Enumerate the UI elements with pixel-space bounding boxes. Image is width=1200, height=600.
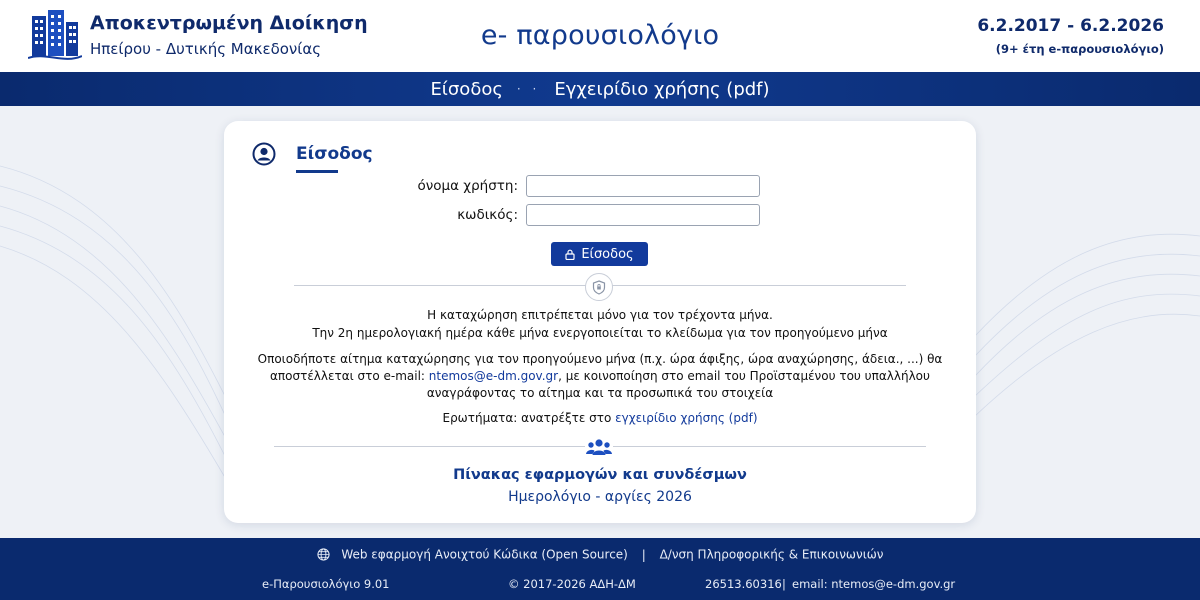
footer-separator: | (641, 547, 646, 562)
it-department-link[interactable]: Δ/νση Πληροφορικής & Επικοινωνιών (659, 547, 884, 562)
request-note-line2 (244, 367, 956, 385)
holidays-calendar-link[interactable]: Ημερολόγιο - αργίες 2026 (508, 489, 692, 505)
login-button-label: Είσοδος (581, 246, 634, 262)
org-subtitle: Ηπείρου - Δυτικής Μακεδονίας (90, 40, 322, 58)
footer-copyright: © 2017-2026 ΑΔΗ-ΔΜ (508, 577, 636, 591)
lock-note: Την 2η ημερολογιακή ημέρα κάθε μήνα ενεργοποιείται το κλείδωμα για τον προηγούμενο μήνα (312, 326, 888, 340)
org-title: Αποκεντρωμένη Διοίκηση (90, 12, 368, 34)
request-note-prefix: αποστέλλεται στο e-mail: (270, 369, 429, 383)
questions-prefix: Ερωτήματα: ανατρέξτε στο (442, 411, 616, 425)
user-circle-icon (252, 142, 276, 166)
users-group-icon (585, 437, 613, 457)
footer-separator-2: | (782, 577, 786, 591)
shield-icon (592, 280, 606, 295)
nav-bar (0, 72, 1200, 106)
request-note-suffix: , με κοινοποίηση στο email του Προϊσταμένου του υπαλλήλου (558, 369, 930, 383)
username-input[interactable] (526, 175, 760, 197)
password-label: κωδικός: (457, 207, 518, 223)
app-title: e- παρουσιολόγιο (480, 20, 720, 51)
footer-version: e-Παρουσιολόγιο 9.01 (262, 577, 390, 591)
request-note-line1: Οποιοδήποτε αίτημα καταχώρησης για τον προηγούμενο μήνα (π.χ. ώρα άφιξης, ώρα αναχώρησης, άδεια., ...) θα (257, 352, 943, 366)
email-link[interactable]: ntemos@e-dm.gov.gr (428, 369, 559, 383)
request-note-line3: αναγράφοντας το αίτημα και τα προσωπικά του στοιχεία (426, 386, 774, 400)
footer-email-link[interactable]: email: ntemos@e-dm.gov.gr (792, 577, 956, 591)
heading-underline (296, 170, 338, 173)
login-heading: Είσοδος (296, 144, 373, 164)
username-label: όνομα χρήστη: (417, 178, 518, 194)
site-header (0, 0, 1200, 72)
globe-icon (317, 548, 330, 561)
footer-phone: 26513.60316 (705, 577, 782, 591)
nav-manual-link[interactable]: Εγχειρίδιο χρήσης (pdf) (554, 78, 770, 100)
login-card (224, 121, 976, 523)
lock-icon (565, 249, 575, 260)
footer-top-row (0, 547, 1200, 562)
nav-login-link[interactable]: Είσοδος (430, 78, 503, 100)
password-input[interactable] (526, 204, 760, 226)
login-button[interactable] (551, 242, 648, 266)
manual-link[interactable]: εγχειρίδιο χρήσης (pdf) (615, 411, 758, 425)
date-range: 6.2.2017 - 6.2.2026 (977, 16, 1164, 36)
shield-badge (585, 273, 613, 301)
open-source-link[interactable]: Web εφαρμογή Ανοιχτού Κώδικα (Open Source) (341, 547, 628, 562)
questions-note (244, 409, 956, 427)
current-month-note: Η καταχώρηση επιτρέπεται μόνο για τον τρέχοντα μήνα. (427, 308, 773, 322)
years-note: (9+ έτη e-παρουσιολόγιο) (995, 42, 1164, 56)
nav-separator: · · (516, 82, 541, 96)
apps-links-title[interactable]: Πίνακας εφαρμογών και συνδέσμων (453, 467, 747, 483)
site-footer (0, 538, 1200, 600)
